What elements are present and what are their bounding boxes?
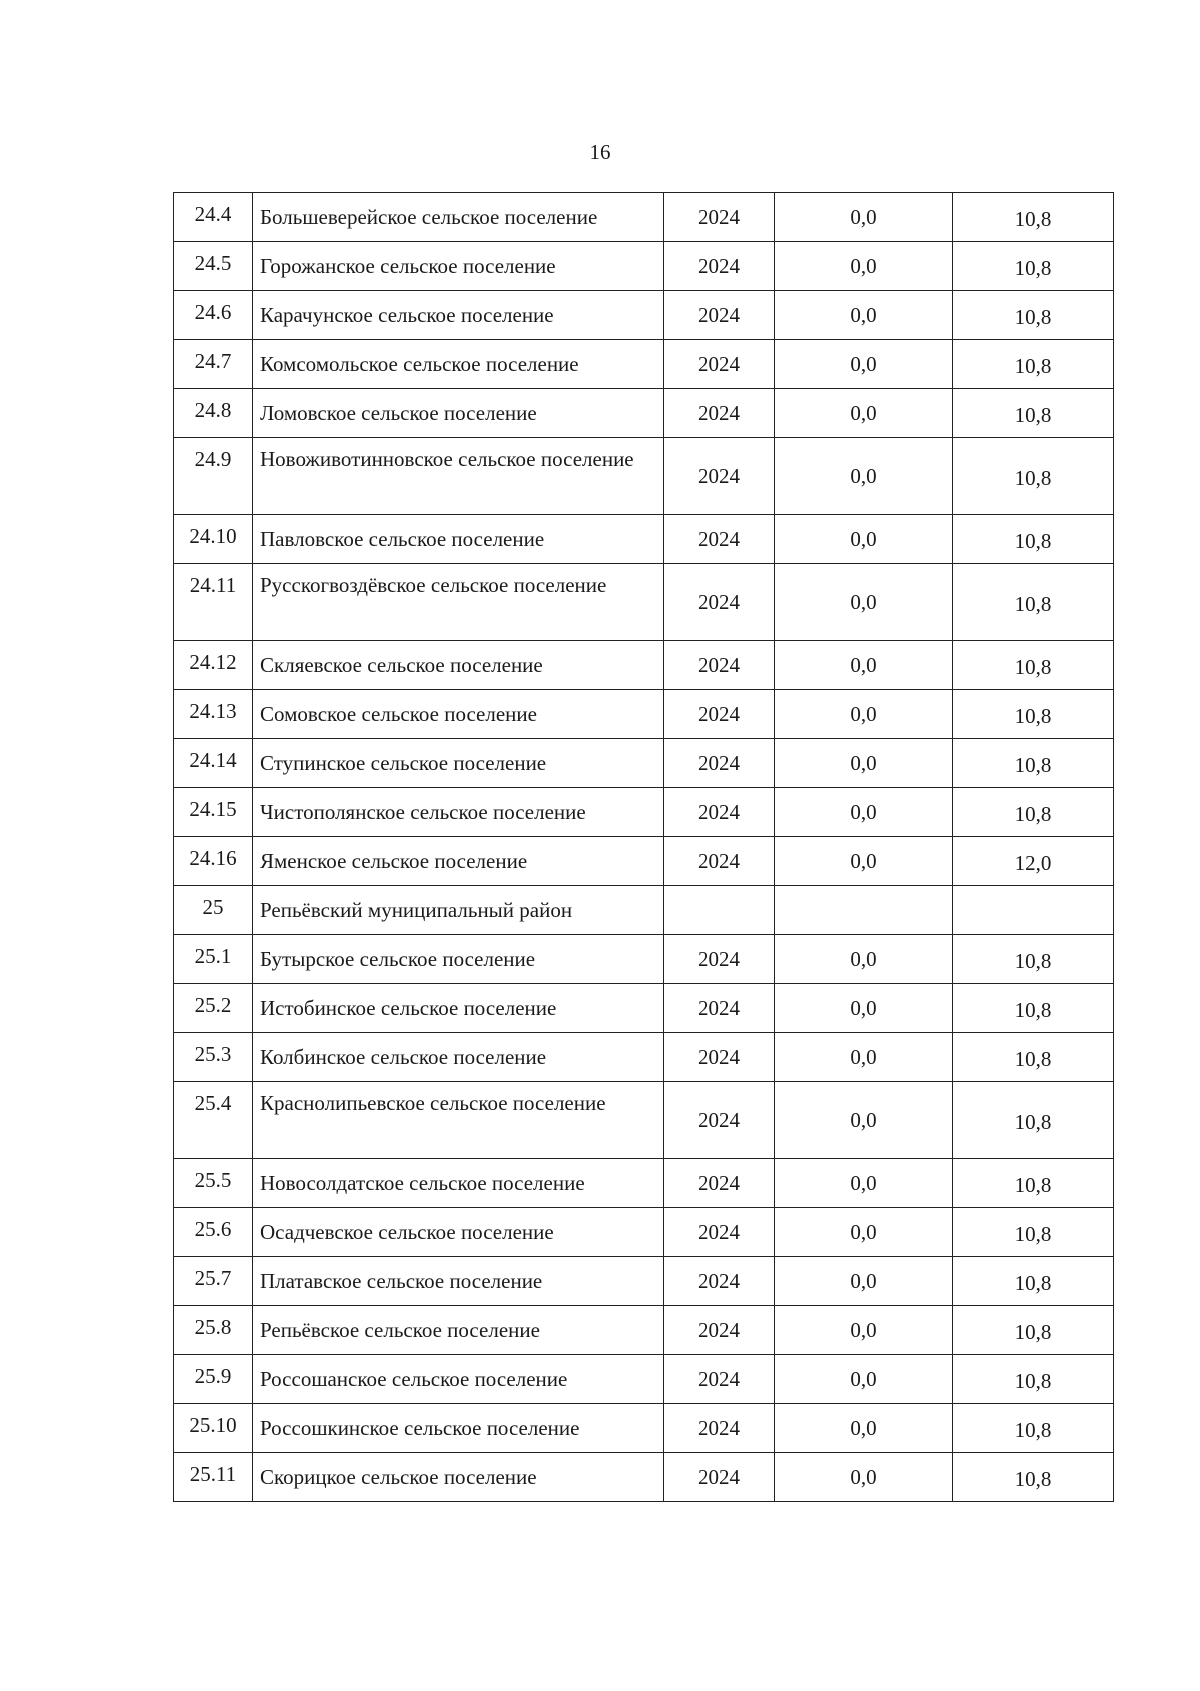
table-row (174, 837, 1114, 886)
year-cell: 2024 (664, 291, 775, 340)
year-cell: 2024 (664, 984, 775, 1033)
table-row (174, 739, 1114, 788)
value-target-cell: 10,8 (953, 1033, 1114, 1082)
value-target-cell: 10,8 (953, 1257, 1114, 1306)
value-start-cell: 0,0 (775, 984, 953, 1033)
value-target-cell: 10,8 (953, 1159, 1114, 1208)
value-target-cell: 10,8 (953, 291, 1114, 340)
value-start-cell: 0,0 (775, 389, 953, 438)
value-start-cell (775, 886, 953, 935)
table-row (174, 788, 1114, 837)
year-cell: 2024 (664, 1257, 775, 1306)
table-row (174, 438, 1114, 515)
year-cell: 2024 (664, 1033, 775, 1082)
row-number-cell: 24.13 (174, 690, 253, 739)
value-target-cell: 10,8 (953, 641, 1114, 690)
value-target-cell: 10,8 (953, 438, 1114, 515)
row-number-cell: 24.10 (174, 515, 253, 564)
settlement-name-cell: Павловское сельское поселение (253, 515, 664, 564)
year-cell: 2024 (664, 837, 775, 886)
year-cell: 2024 (664, 1355, 775, 1404)
row-number-cell: 24.15 (174, 788, 253, 837)
value-start-cell: 0,0 (775, 1208, 953, 1257)
table-row (174, 564, 1114, 641)
table-row (174, 641, 1114, 690)
row-number-cell: 25.6 (174, 1208, 253, 1257)
value-start-cell: 0,0 (775, 1453, 953, 1502)
settlement-name-cell: Чистополянское сельское поселение (253, 788, 664, 837)
year-cell: 2024 (664, 389, 775, 438)
year-cell: 2024 (664, 515, 775, 564)
value-start-cell: 0,0 (775, 340, 953, 389)
row-number-cell: 24.16 (174, 837, 253, 886)
table-row (174, 935, 1114, 984)
row-number-cell: 24.14 (174, 739, 253, 788)
row-number-cell: 24.4 (174, 193, 253, 242)
year-cell: 2024 (664, 438, 775, 515)
table-row (174, 886, 1114, 935)
table-body (174, 193, 1114, 1502)
value-start-cell: 0,0 (775, 438, 953, 515)
row-number-cell: 24.6 (174, 291, 253, 340)
table-row (174, 1453, 1114, 1502)
settlement-name-cell: Сомовское сельское поселение (253, 690, 664, 739)
table-row (174, 984, 1114, 1033)
value-target-cell (953, 886, 1114, 935)
settlement-name-cell: Ступинское сельское поселение (253, 739, 664, 788)
settlement-name-cell: Россошкинское сельское поселение (253, 1404, 664, 1453)
settlement-name-cell: Новоживотинновское сельское поселение (253, 438, 664, 515)
row-number-cell: 24.7 (174, 340, 253, 389)
year-cell: 2024 (664, 193, 775, 242)
row-number-cell: 25.7 (174, 1257, 253, 1306)
row-number-cell: 25.1 (174, 935, 253, 984)
table-row (174, 1404, 1114, 1453)
year-cell: 2024 (664, 564, 775, 641)
value-target-cell: 10,8 (953, 1082, 1114, 1159)
year-cell: 2024 (664, 1208, 775, 1257)
value-start-cell: 0,0 (775, 564, 953, 641)
table-row (174, 515, 1114, 564)
value-target-cell: 10,8 (953, 1355, 1114, 1404)
row-number-cell: 25.9 (174, 1355, 253, 1404)
value-start-cell: 0,0 (775, 1306, 953, 1355)
page-number: 16 (589, 140, 611, 164)
year-cell: 2024 (664, 935, 775, 984)
value-start-cell: 0,0 (775, 1404, 953, 1453)
settlement-name-cell: Комсомольское сельское поселение (253, 340, 664, 389)
settlement-name-cell: Истобинское сельское поселение (253, 984, 664, 1033)
year-cell (664, 886, 775, 935)
table-row (174, 389, 1114, 438)
year-cell: 2024 (664, 242, 775, 291)
year-cell: 2024 (664, 788, 775, 837)
table-row (174, 340, 1114, 389)
settlement-name-cell: Скляевское сельское поселение (253, 641, 664, 690)
settlement-name-cell: Русскогвоздёвское сельское поселение (253, 564, 664, 641)
value-target-cell: 10,8 (953, 739, 1114, 788)
table-row (174, 1159, 1114, 1208)
row-number-cell: 25.11 (174, 1453, 253, 1502)
table-row (174, 1033, 1114, 1082)
row-number-cell: 24.11 (174, 564, 253, 641)
data-table (173, 192, 1114, 1502)
year-cell: 2024 (664, 340, 775, 389)
row-number-cell: 25.5 (174, 1159, 253, 1208)
row-number-cell: 24.8 (174, 389, 253, 438)
table-row (174, 1257, 1114, 1306)
value-target-cell: 12,0 (953, 837, 1114, 886)
value-start-cell: 0,0 (775, 739, 953, 788)
table-row (174, 1208, 1114, 1257)
settlement-name-cell: Платавское сельское поселение (253, 1257, 664, 1306)
value-start-cell: 0,0 (775, 291, 953, 340)
settlement-name-cell: Новосолдатское сельское поселение (253, 1159, 664, 1208)
settlement-name-cell: Репьёвское сельское поселение (253, 1306, 664, 1355)
table-row (174, 291, 1114, 340)
value-target-cell: 10,8 (953, 1208, 1114, 1257)
row-number-cell: 25 (174, 886, 253, 935)
value-start-cell: 0,0 (775, 1033, 953, 1082)
value-target-cell: 10,8 (953, 389, 1114, 438)
settlement-name-cell: Россошанское сельское поселение (253, 1355, 664, 1404)
settlement-name-cell: Краснолипьевское сельское поселение (253, 1082, 664, 1159)
table-row (174, 1355, 1114, 1404)
year-cell: 2024 (664, 1082, 775, 1159)
value-target-cell: 10,8 (953, 193, 1114, 242)
row-number-cell: 25.3 (174, 1033, 253, 1082)
row-number-cell: 25.2 (174, 984, 253, 1033)
row-number-cell: 24.12 (174, 641, 253, 690)
table-row (174, 242, 1114, 291)
settlement-name-cell: Скорицкое сельское поселение (253, 1453, 664, 1502)
value-target-cell: 10,8 (953, 1306, 1114, 1355)
value-start-cell: 0,0 (775, 242, 953, 291)
year-cell: 2024 (664, 739, 775, 788)
table-row (174, 690, 1114, 739)
value-start-cell: 0,0 (775, 1257, 953, 1306)
value-target-cell: 10,8 (953, 1404, 1114, 1453)
row-number-cell: 25.8 (174, 1306, 253, 1355)
value-start-cell: 0,0 (775, 1355, 953, 1404)
value-target-cell: 10,8 (953, 690, 1114, 739)
value-start-cell: 0,0 (775, 1082, 953, 1159)
table-row (174, 1306, 1114, 1355)
value-start-cell: 0,0 (775, 1159, 953, 1208)
year-cell: 2024 (664, 1404, 775, 1453)
value-start-cell: 0,0 (775, 935, 953, 984)
row-number-cell: 24.9 (174, 438, 253, 515)
table-row (174, 193, 1114, 242)
value-target-cell: 10,8 (953, 515, 1114, 564)
settlement-name-cell: Репьёвский муниципальный район (253, 886, 664, 935)
value-target-cell: 10,8 (953, 564, 1114, 641)
settlement-name-cell: Карачунское сельское поселение (253, 291, 664, 340)
settlement-name-cell: Ломовское сельское поселение (253, 389, 664, 438)
year-cell: 2024 (664, 690, 775, 739)
value-start-cell: 0,0 (775, 690, 953, 739)
value-start-cell: 0,0 (775, 641, 953, 690)
value-target-cell: 10,8 (953, 1453, 1114, 1502)
value-target-cell: 10,8 (953, 935, 1114, 984)
table-row (174, 1082, 1114, 1159)
year-cell: 2024 (664, 1159, 775, 1208)
settlement-name-cell: Горожанское сельское поселение (253, 242, 664, 291)
row-number-cell: 25.10 (174, 1404, 253, 1453)
row-number-cell: 24.5 (174, 242, 253, 291)
row-number-cell: 25.4 (174, 1082, 253, 1159)
value-target-cell: 10,8 (953, 340, 1114, 389)
year-cell: 2024 (664, 1453, 775, 1502)
settlement-name-cell: Колбинское сельское поселение (253, 1033, 664, 1082)
year-cell: 2024 (664, 641, 775, 690)
value-target-cell: 10,8 (953, 984, 1114, 1033)
value-start-cell: 0,0 (775, 515, 953, 564)
settlement-name-cell: Осадчевское сельское поселение (253, 1208, 664, 1257)
value-target-cell: 10,8 (953, 788, 1114, 837)
value-target-cell: 10,8 (953, 242, 1114, 291)
year-cell: 2024 (664, 1306, 775, 1355)
settlement-name-cell: Бутырское сельское поселение (253, 935, 664, 984)
settlement-name-cell: Яменское сельское поселение (253, 837, 664, 886)
value-start-cell: 0,0 (775, 788, 953, 837)
value-start-cell: 0,0 (775, 193, 953, 242)
settlement-name-cell: Большеверейское сельское поселение (253, 193, 664, 242)
value-start-cell: 0,0 (775, 837, 953, 886)
